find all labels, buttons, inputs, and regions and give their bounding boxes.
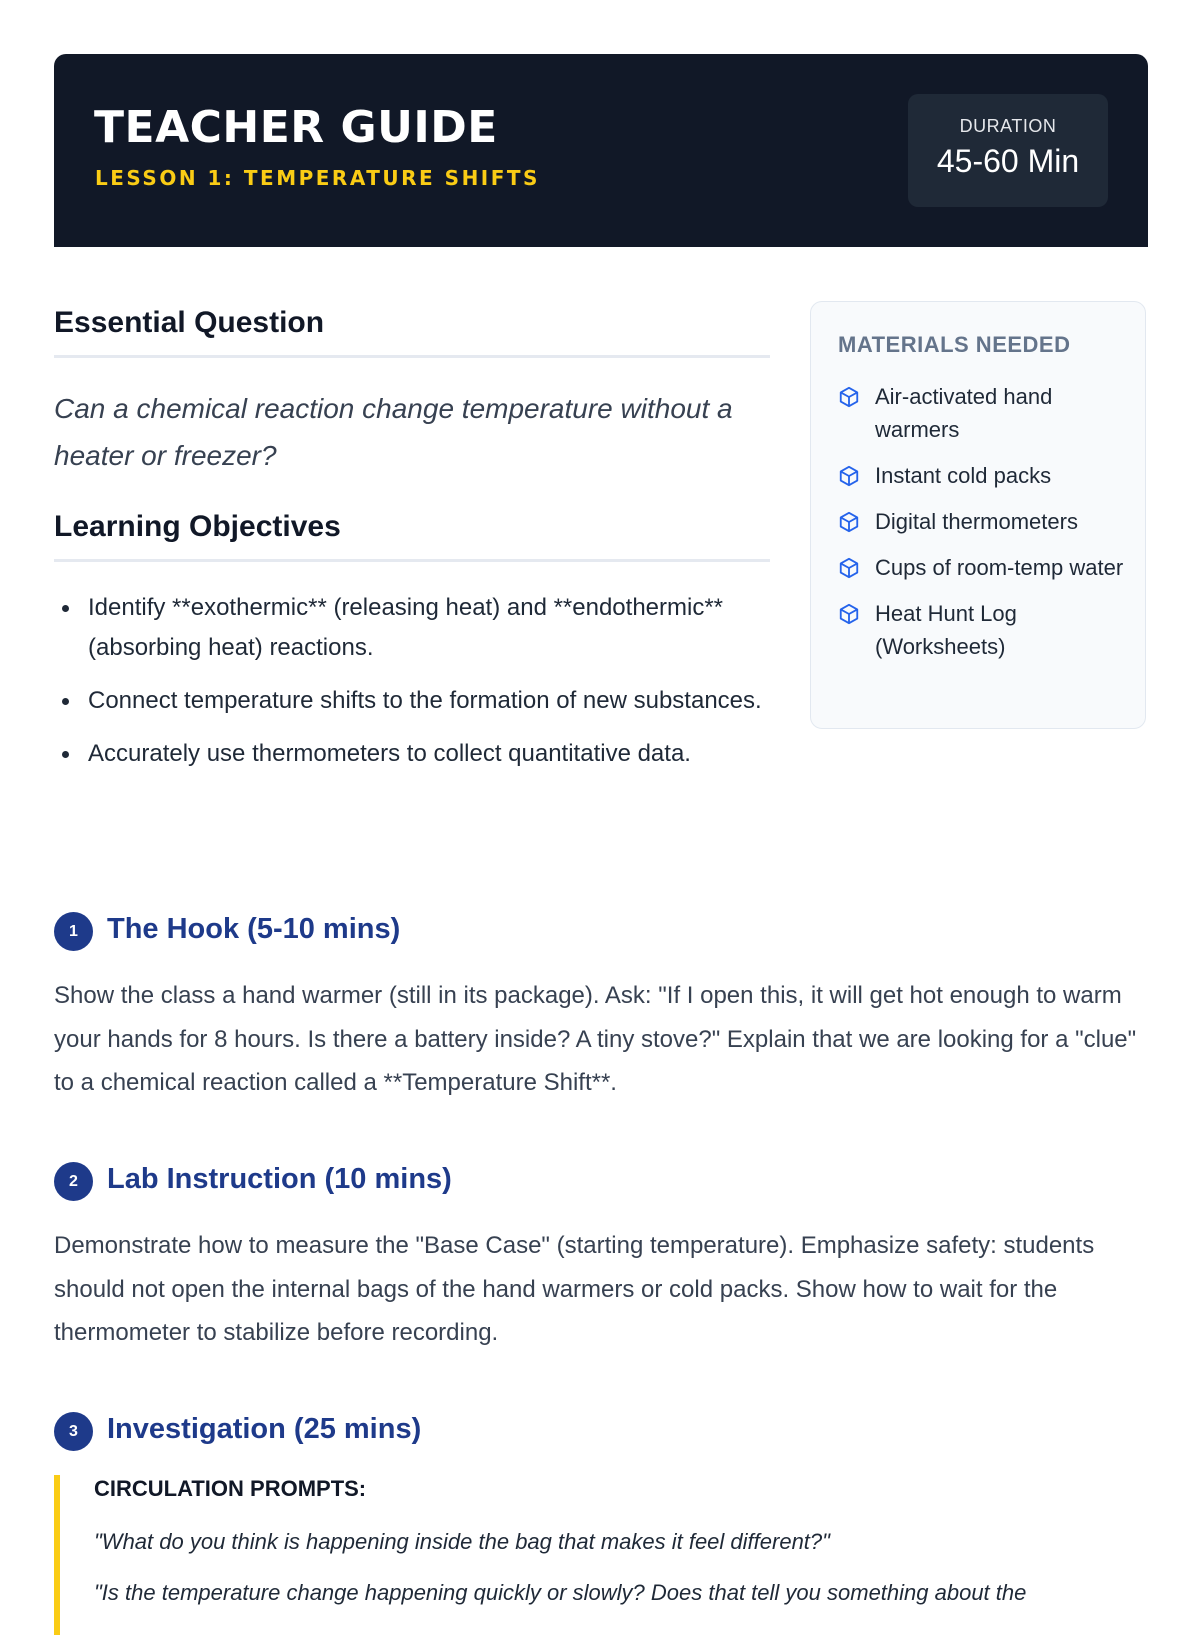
circulation-prompts-title: CIRCULATION PROMPTS: bbox=[94, 1476, 367, 1501]
materials-list bbox=[838, 380, 1128, 676]
duration-value: 45-60 Min bbox=[936, 143, 1080, 179]
material-label: Digital thermometers bbox=[875, 509, 1078, 534]
lesson-subtitle: LESSON 1: TEMPERATURE SHIFTS bbox=[95, 166, 540, 190]
duration-badge bbox=[908, 94, 1108, 207]
material-label: Heat Hunt Log (Worksheets) bbox=[875, 601, 1017, 659]
material-item bbox=[838, 551, 1128, 584]
step-number-badge: 3 bbox=[54, 1412, 93, 1451]
objectives-list bbox=[54, 588, 788, 787]
essential-question-text: Can a chemical reaction change temperature without a heater or freezer? bbox=[54, 393, 733, 471]
materials-card bbox=[810, 301, 1146, 729]
objective-item: Accurately use thermometers to collect quantitative data. bbox=[88, 734, 788, 774]
material-label: Instant cold packs bbox=[875, 463, 1052, 488]
box-icon bbox=[838, 557, 860, 579]
step-body: Show the class a hand warmer (still in its package). Ask: "If I open this, it will get hot enough to warm your hands for 8 hours. Is there a battery inside? A tiny stove?" Explain that we are looking for a "clue" to a chemical reaction called a **Temperature Shift**. bbox=[54, 982, 1137, 1096]
step-number-badge: 2 bbox=[54, 1162, 93, 1201]
essential-question-heading: Essential Question bbox=[54, 305, 770, 358]
learning-objectives-heading: Learning Objectives bbox=[54, 509, 770, 562]
objective-item: Identify **exothermic** (releasing heat) and **endothermic** (absorbing heat) reactions. bbox=[88, 588, 788, 668]
guide-header bbox=[54, 54, 1148, 247]
objective-item: Connect temperature shifts to the formation of new substances. bbox=[88, 681, 788, 721]
material-label: Air-activated hand warmers bbox=[875, 384, 1053, 442]
material-item bbox=[838, 380, 1128, 446]
guide-title: TEACHER GUIDE bbox=[94, 102, 498, 153]
material-item bbox=[838, 505, 1128, 538]
box-icon bbox=[838, 465, 860, 487]
step-title: Lab Instruction (10 mins) bbox=[107, 1163, 452, 1195]
box-icon bbox=[838, 386, 860, 408]
circulation-prompt: "Is the temperature change happening quickly or slowly? Does that tell you something about the bbox=[94, 1580, 1027, 1605]
step-title: Investigation (25 mins) bbox=[107, 1413, 422, 1445]
step-body: Demonstrate how to measure the "Base Case" (starting temperature). Emphasize safety: students should not open the internal bags of the hand warmers or cold packs. Show how to wait for the thermometer to stabilize before recording. bbox=[54, 1232, 1095, 1346]
step-title: The Hook (5-10 mins) bbox=[107, 913, 401, 945]
box-icon bbox=[838, 603, 860, 625]
box-icon bbox=[838, 511, 860, 533]
material-item bbox=[838, 459, 1128, 492]
duration-label: DURATION bbox=[959, 116, 1057, 136]
circulation-prompt: "What do you think is happening inside the bag that makes it feel different?" bbox=[94, 1529, 830, 1554]
material-label: Cups of room-temp water bbox=[875, 555, 1124, 580]
step-number-badge: 1 bbox=[54, 912, 93, 951]
circulation-prompts-callout bbox=[54, 1475, 1148, 1635]
materials-title: MATERIALS NEEDED bbox=[838, 332, 1071, 357]
material-item bbox=[838, 597, 1128, 663]
